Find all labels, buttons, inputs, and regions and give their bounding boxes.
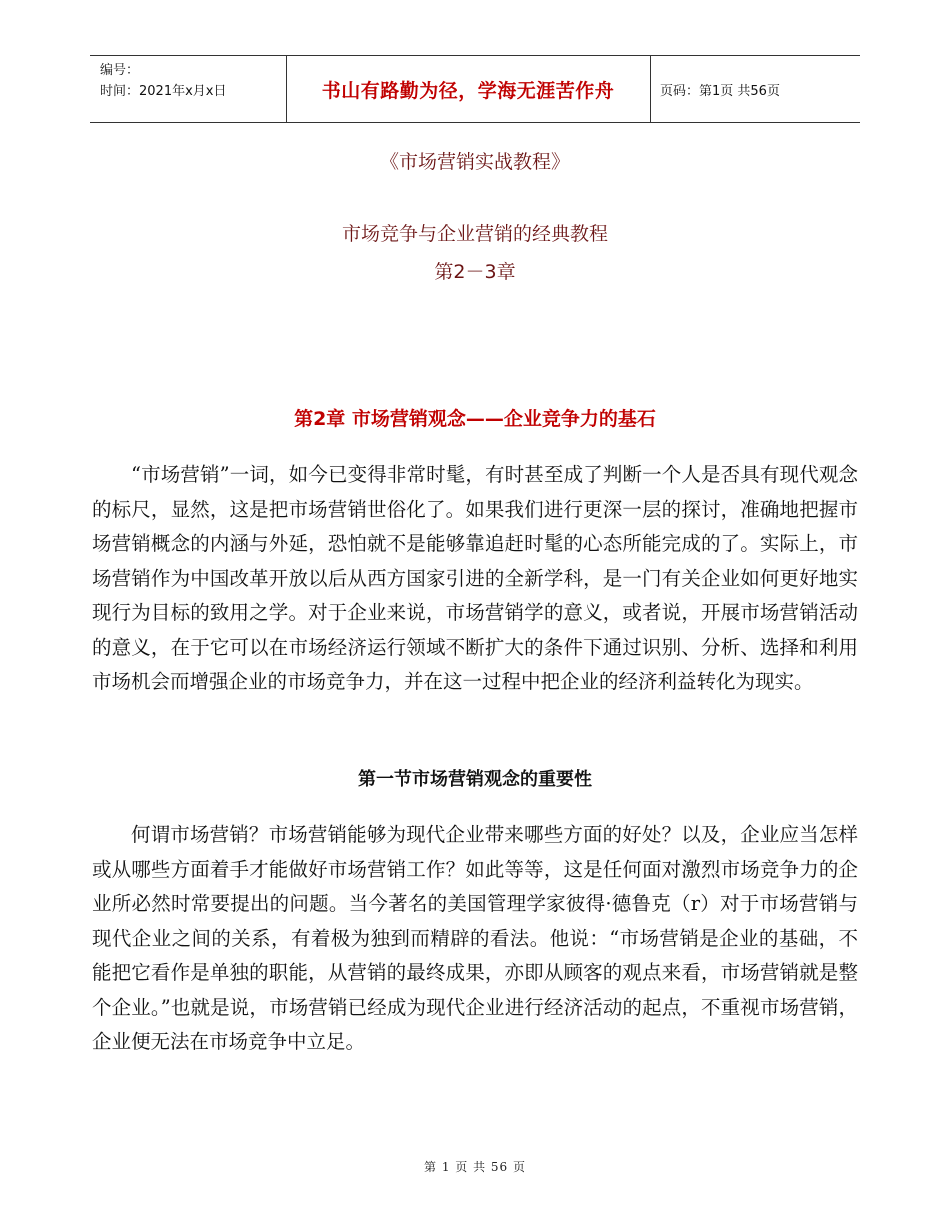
header-time-label: 时间：2021年x月x日 xyxy=(100,84,227,99)
chapter-title: 第2章 市场营销观念——企业竞争力的基石 xyxy=(294,408,656,430)
book-title: 《市场营销实战教程》 xyxy=(379,151,570,173)
header-divider-left xyxy=(286,56,287,122)
header-motto: 书山有路勤为径，学海无涯苦作舟 xyxy=(321,79,615,102)
header-number-label: 编号： xyxy=(100,63,140,78)
book-subtitle: 市场竞争与企业营销的经典教程 xyxy=(341,223,608,245)
page-header xyxy=(90,55,860,123)
paragraph-section-1: 何谓市场营销？市场营销能够为现代企业带来哪些方面的好处？以及，企业应当怎样或从哪些方面着手才能做好市场营销工作？如此等等，这是任何面对激烈市场竞争力的企业所必然时常要提出的问题。当今著名的美国管理学家彼得·德鲁克（r）对于市场营销与现代企业之间的关系，有着极为独到而精辟的看法。他说：“市场营销是企业的基础，不能把它看作是单独的职能，从营销的最终成果，亦即从顾客的观点来看，市场营销就是整个企业。”也就是说，市场营销已经成为现代企业进行经济活动的起点，不重视市场营销，企业便无法在市场竞争中立足。 xyxy=(92,823,858,1053)
header-meta xyxy=(100,60,226,102)
paragraph-intro: “市场营销”一词，如今已变得非常时髦，有时甚至成了判断一个人是否具有现代观念的标尺，显然，这是把市场营销世俗化了。如果我们进行更深一层的探讨，准确地把握市场营销概念的内涵与外延，恐怕就不是能够靠追赶时髦的心态所能完成的了。实际上，市场营销作为中国改革开放以后从西方国家引进的全新学科，是一门有关企业如何更好地实现行为目标的致用之学。对于企业来说，市场营销学的意义，或者说，开展市场营销活动的意义，在于它可以在市场经济运行领域不断扩大的条件下通过识别、分析、选择和利用市场机会而增强企业的市场竞争力，并在这一过程中把企业的经济利益转化为现实。 xyxy=(92,463,858,693)
chapters-range: 第2－3章 xyxy=(434,261,516,283)
page-footer: 第 1 页 共 56 页 xyxy=(424,1160,526,1174)
header-page-info: 页码：第1页 共56页 xyxy=(660,83,780,99)
header-divider-right xyxy=(650,56,651,122)
section-title: 第一节市场营销观念的重要性 xyxy=(358,769,592,790)
